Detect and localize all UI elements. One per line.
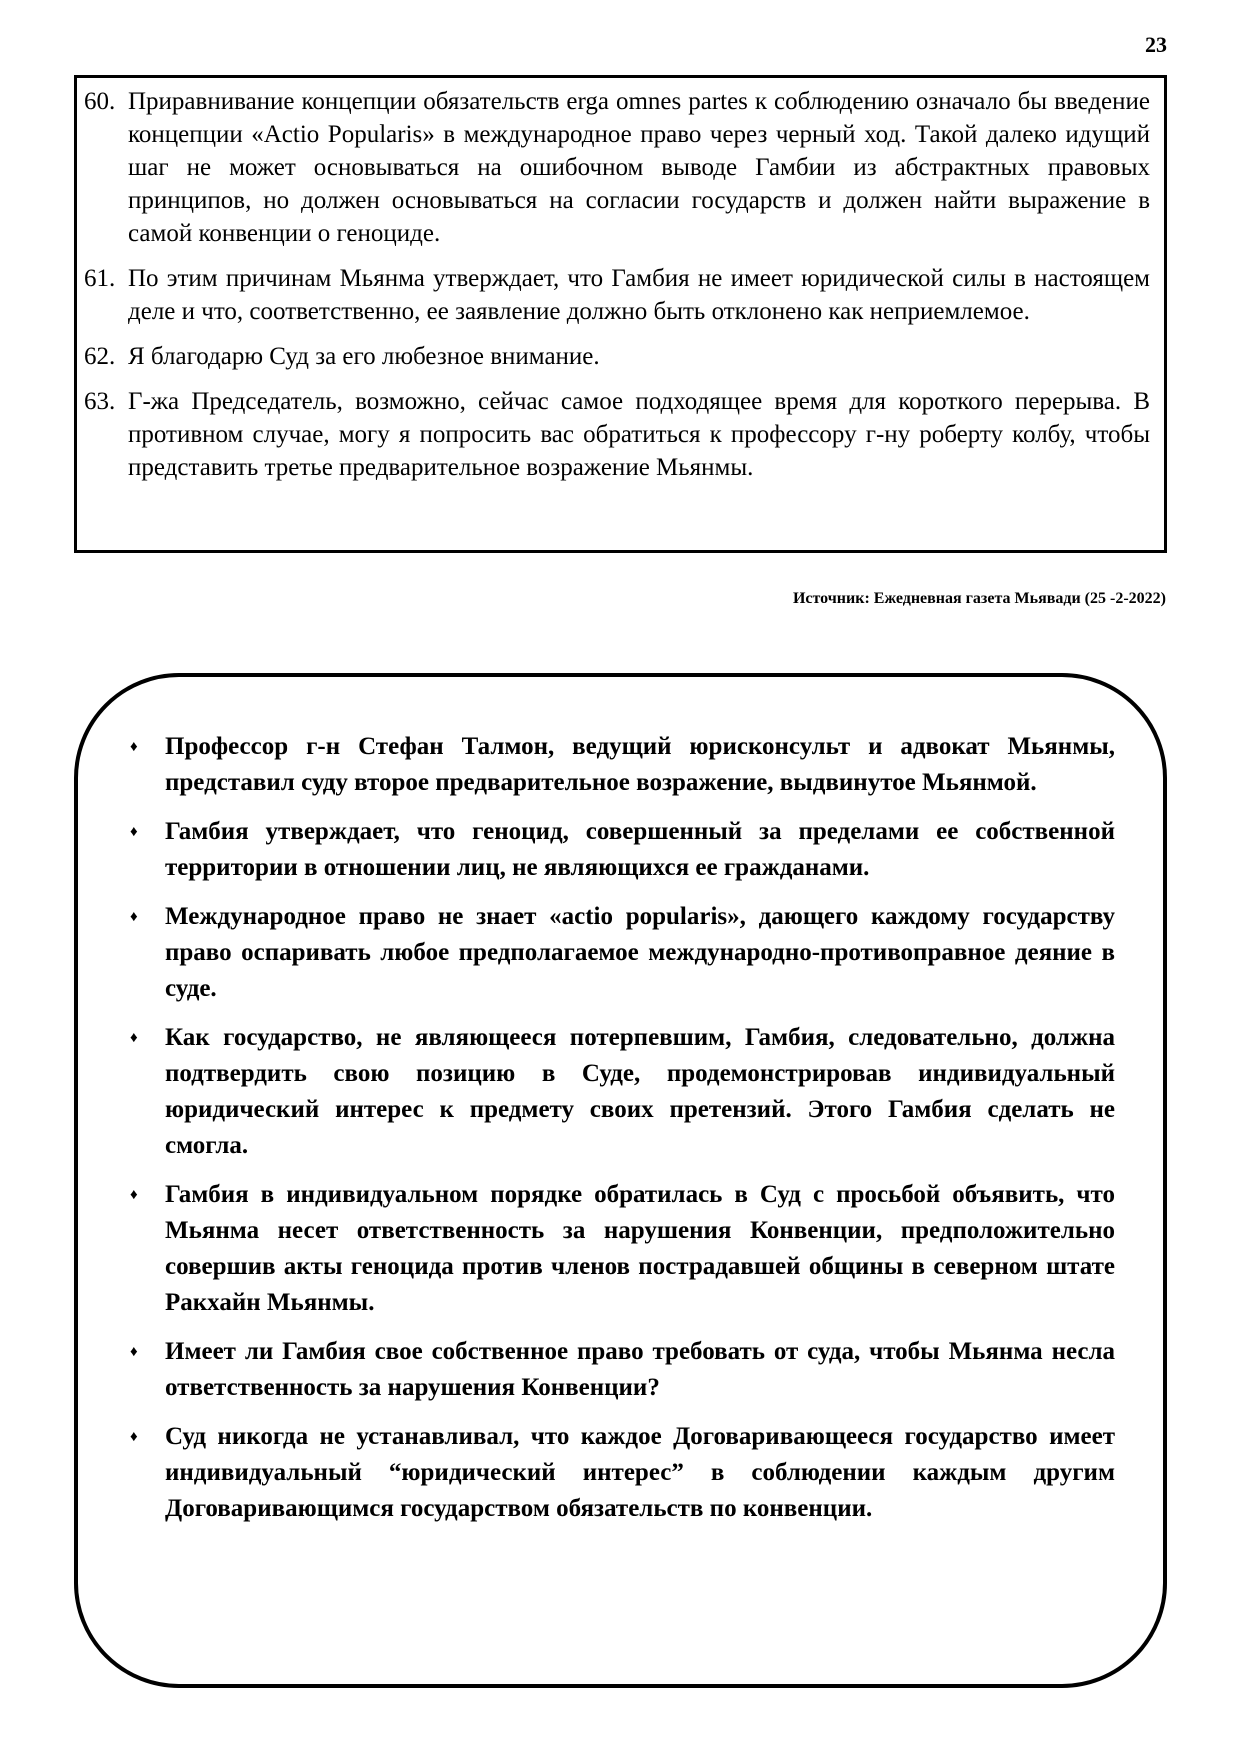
bullet-text: Суд никогда не устанавливал, что каждое Договаривающееся государство имеет индивидуальный “юридический интерес” в соблюдении каждым другим Договаривающимся государством обязательств по конвенции. bbox=[165, 1423, 1115, 1522]
numbered-paragraph bbox=[84, 340, 1150, 373]
paragraph-text: По этим причинам Мьянма утверждает, что Гамбия не имеет юридической силы в настоящем деле и что, соответственно, ее заявление должно быть отклонено как неприемлемое. bbox=[128, 265, 1150, 325]
bullet-text: Имеет ли Гамбия свое собственное право требовать от суда, чтобы Мьянма несла ответственность за нарушения Конвенции? bbox=[165, 1338, 1115, 1401]
diamond-bullet-icon: ♦ bbox=[130, 739, 138, 755]
paragraph-text: Г-жа Председатель, возможно, сейчас самое подходящее время для короткого перерыва. В противном случае, могу я попросить вас обратиться к профессору г-ну роберту колбу, чтобы представить третье предварительное возражение Мьянмы. bbox=[128, 388, 1150, 481]
paragraph-number: 62. bbox=[84, 343, 116, 370]
paragraph-text: Приравнивание концепции обязательств erga omnes partes к соблюдению означало бы введение концепции «Actio Popularis» в международное право через черный ход. Такой далеко идущий шаг не может основываться на ошибочном выводе Гамбии из абстрактных правовых принципов, но должен основываться на согласии государств и должен найти выражение в самой конвенции о геноциде. bbox=[128, 88, 1150, 247]
numbered-paragraph bbox=[84, 385, 1150, 484]
bullet-text: Как государство, не являющееся потерпевшим, Гамбия, следовательно, должна подтвердить свою позицию в Суде, продемонстрировав индивидуальный юридический интерес к предмету своих претензий. Этого Гамбия сделать не смогла. bbox=[165, 1024, 1115, 1159]
diamond-bullet-icon: ♦ bbox=[130, 1030, 138, 1046]
summary-bullet bbox=[126, 729, 1115, 801]
numbered-paragraph bbox=[84, 262, 1150, 328]
summary-bullet bbox=[126, 1334, 1115, 1406]
diamond-bullet-icon: ♦ bbox=[130, 1187, 138, 1203]
paragraph-number: 60. bbox=[84, 88, 116, 115]
source-citation: Источник: Ежедневная газета Мьявади (25 -2-2022) bbox=[792, 590, 1166, 607]
summary-bullet bbox=[126, 814, 1115, 886]
summary-bullet bbox=[126, 1177, 1115, 1321]
paragraph-number: 63. bbox=[84, 388, 116, 415]
paragraph-text: Я благодарю Суд за его любезное внимание. bbox=[128, 343, 600, 370]
diamond-bullet-icon: ♦ bbox=[130, 824, 138, 840]
summary-bullet bbox=[126, 1020, 1115, 1164]
diamond-bullet-icon: ♦ bbox=[130, 1429, 138, 1445]
summary-box bbox=[74, 673, 1167, 1688]
summary-bullet bbox=[126, 1419, 1115, 1527]
bullet-text: Гамбия утверждает, что геноцид, совершенный за пределами ее собственной территории в отношении лиц, не являющихся ее гражданами. bbox=[165, 818, 1115, 881]
page-number: 23 bbox=[1145, 32, 1167, 57]
diamond-bullet-icon: ♦ bbox=[130, 1344, 138, 1360]
quoted-statement-box bbox=[74, 75, 1167, 553]
numbered-paragraph bbox=[84, 85, 1150, 250]
bullet-text: Профессор г-н Стефан Талмон, ведущий юрисконсульт и адвокат Мьянмы, представил суду второе предварительное возражение, выдвинутое Мьянмой. bbox=[165, 733, 1115, 796]
diamond-bullet-icon: ♦ bbox=[130, 909, 138, 925]
summary-bullet bbox=[126, 899, 1115, 1007]
paragraph-number: 61. bbox=[84, 265, 116, 292]
bullet-text: Гамбия в индивидуальном порядке обратилась в Суд с просьбой объявить, что Мьянма несет ответственность за нарушения Конвенции, предположительно совершив акты геноцида против членов пострадавшей общины в северном штате Ракхайн Мьянмы. bbox=[165, 1181, 1115, 1316]
bullet-text: Международное право не знает «actio popularis», дающего каждому государству право оспаривать любое предполагаемое международно-противоправное деяние в суде. bbox=[165, 903, 1115, 1002]
